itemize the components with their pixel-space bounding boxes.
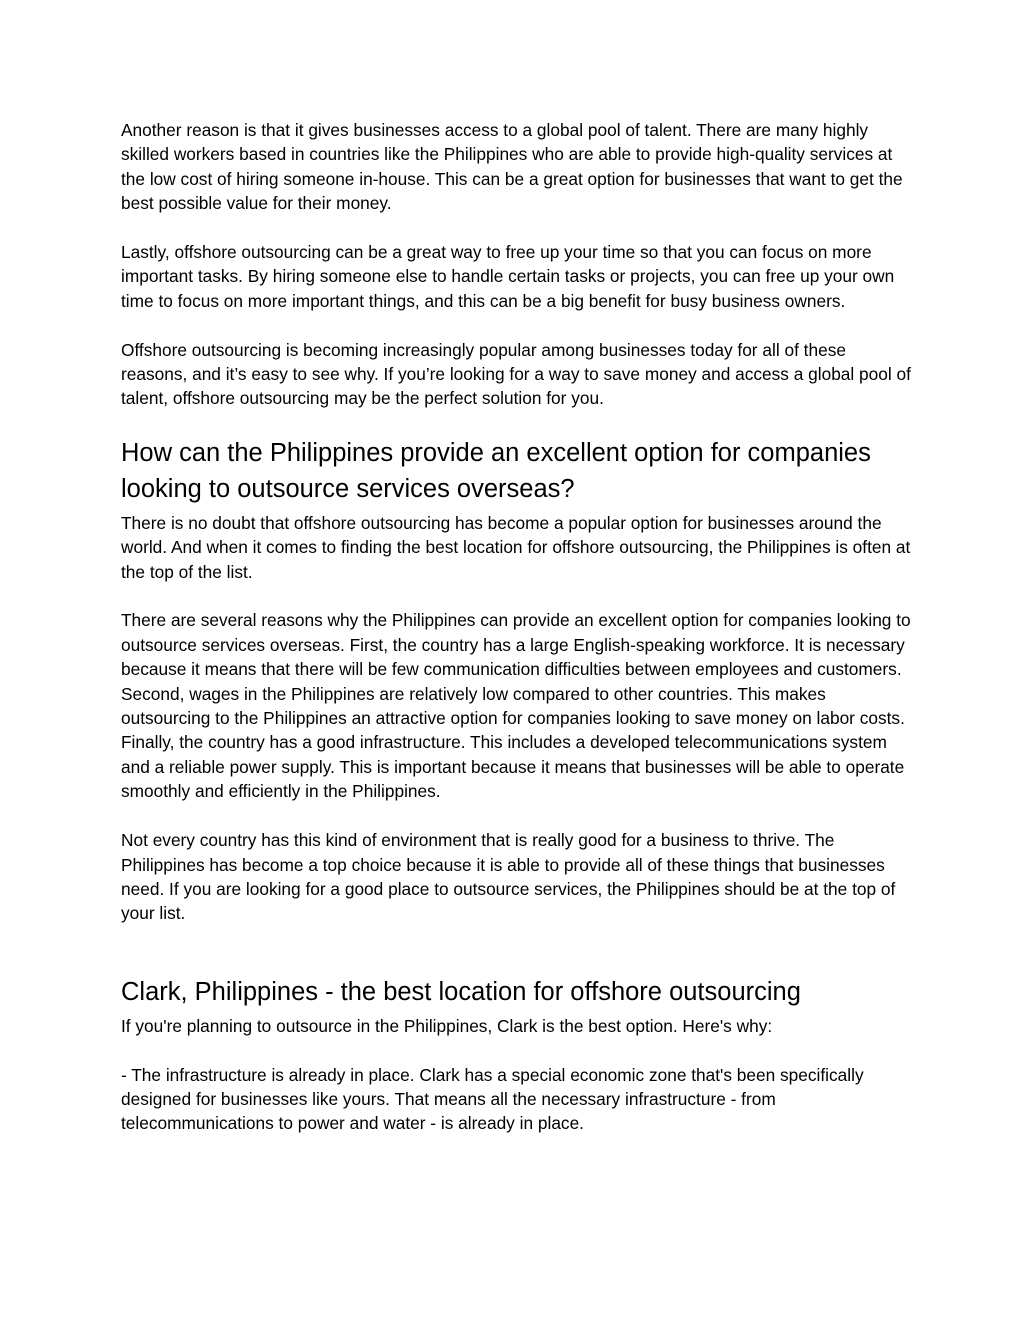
paragraph-global-talent: Another reason is that it gives businesses access to a global pool of talent. There are many highly skilled workers based in countries like the Philippines who are able to provide high-quality services at the low cost of hiring someone in-house. This can be a great option for businesses that want to get the best possible value for their money. [121, 120, 903, 214]
paragraph-environment: Not every country has this kind of environment that is really good for a business to thrive. The Philippines has become a top choice because it is able to provide all of these things that businesses need. If you are looking for a good place to outsource services, the Philippines should be at the top of your list. [121, 830, 896, 924]
paragraph-spacer [121, 804, 911, 828]
paragraph-free-up-time: Lastly, offshore outsourcing can be a great way to free up your time so that you can focus on more important tasks. By hiring someone else to handle certain tasks or projects, you can free up your own time to focus on more important things, and this can be a big benefit for busy business owners. [121, 242, 895, 311]
paragraph-clark-intro: If you're planning to outsource in the Philippines, Clark is the best option. Here's why: [121, 1015, 773, 1036]
paragraph-several-reasons: There are several reasons why the Philippines can provide an excellent option for companies looking to outsource services overseas. First, the country has a large English-speaking workforce. It is necessary because it means that there will be few communication difficulties between employees and customers. Second, wages in the Philippines are relatively low compared to other countries. This makes outsourcing to the Philippines an attractive option for companies looking to save money on labor costs. Finally, the country has a good infrastructure. This includes a developed telecommunications system and a reliable power supply. This is important because it means that businesses will be able to operate smoothly and efficiently in the Philippines. [121, 610, 911, 802]
paragraph-spacer [121, 584, 911, 608]
heading-clark-location: Clark, Philippines - the best location for offshore outsourcing [121, 977, 801, 1006]
heading-philippines-option: How can the Philippines provide an excellent option for companies looking to outsource services overseas? [121, 438, 871, 503]
paragraph-spacer [121, 313, 911, 337]
paragraph-popularity: Offshore outsourcing is becoming increasingly popular among businesses today for all of these reasons, and it’s easy to see why. If you’re looking for a way to save money and access a global pool of talent, offshore outsourcing may be the perfect solution for you. [121, 339, 911, 409]
paragraph-infrastructure: - The infrastructure is already in place. Clark has a special economic zone that's been specifically designed for businesses like yours. That means all the necessary infrastructure - from telecommunications to power and water - is already in place. [121, 1064, 864, 1134]
paragraph-top-of-list: There is no doubt that offshore outsourcing has become a popular option for businesses around the world. And when it comes to finding the best location for offshore outsourcing, the Philippines is often at the top of the list. [121, 512, 911, 582]
paragraph-spacer [121, 216, 911, 240]
paragraph-spacer [121, 1038, 911, 1062]
document-page [121, 118, 911, 1136]
